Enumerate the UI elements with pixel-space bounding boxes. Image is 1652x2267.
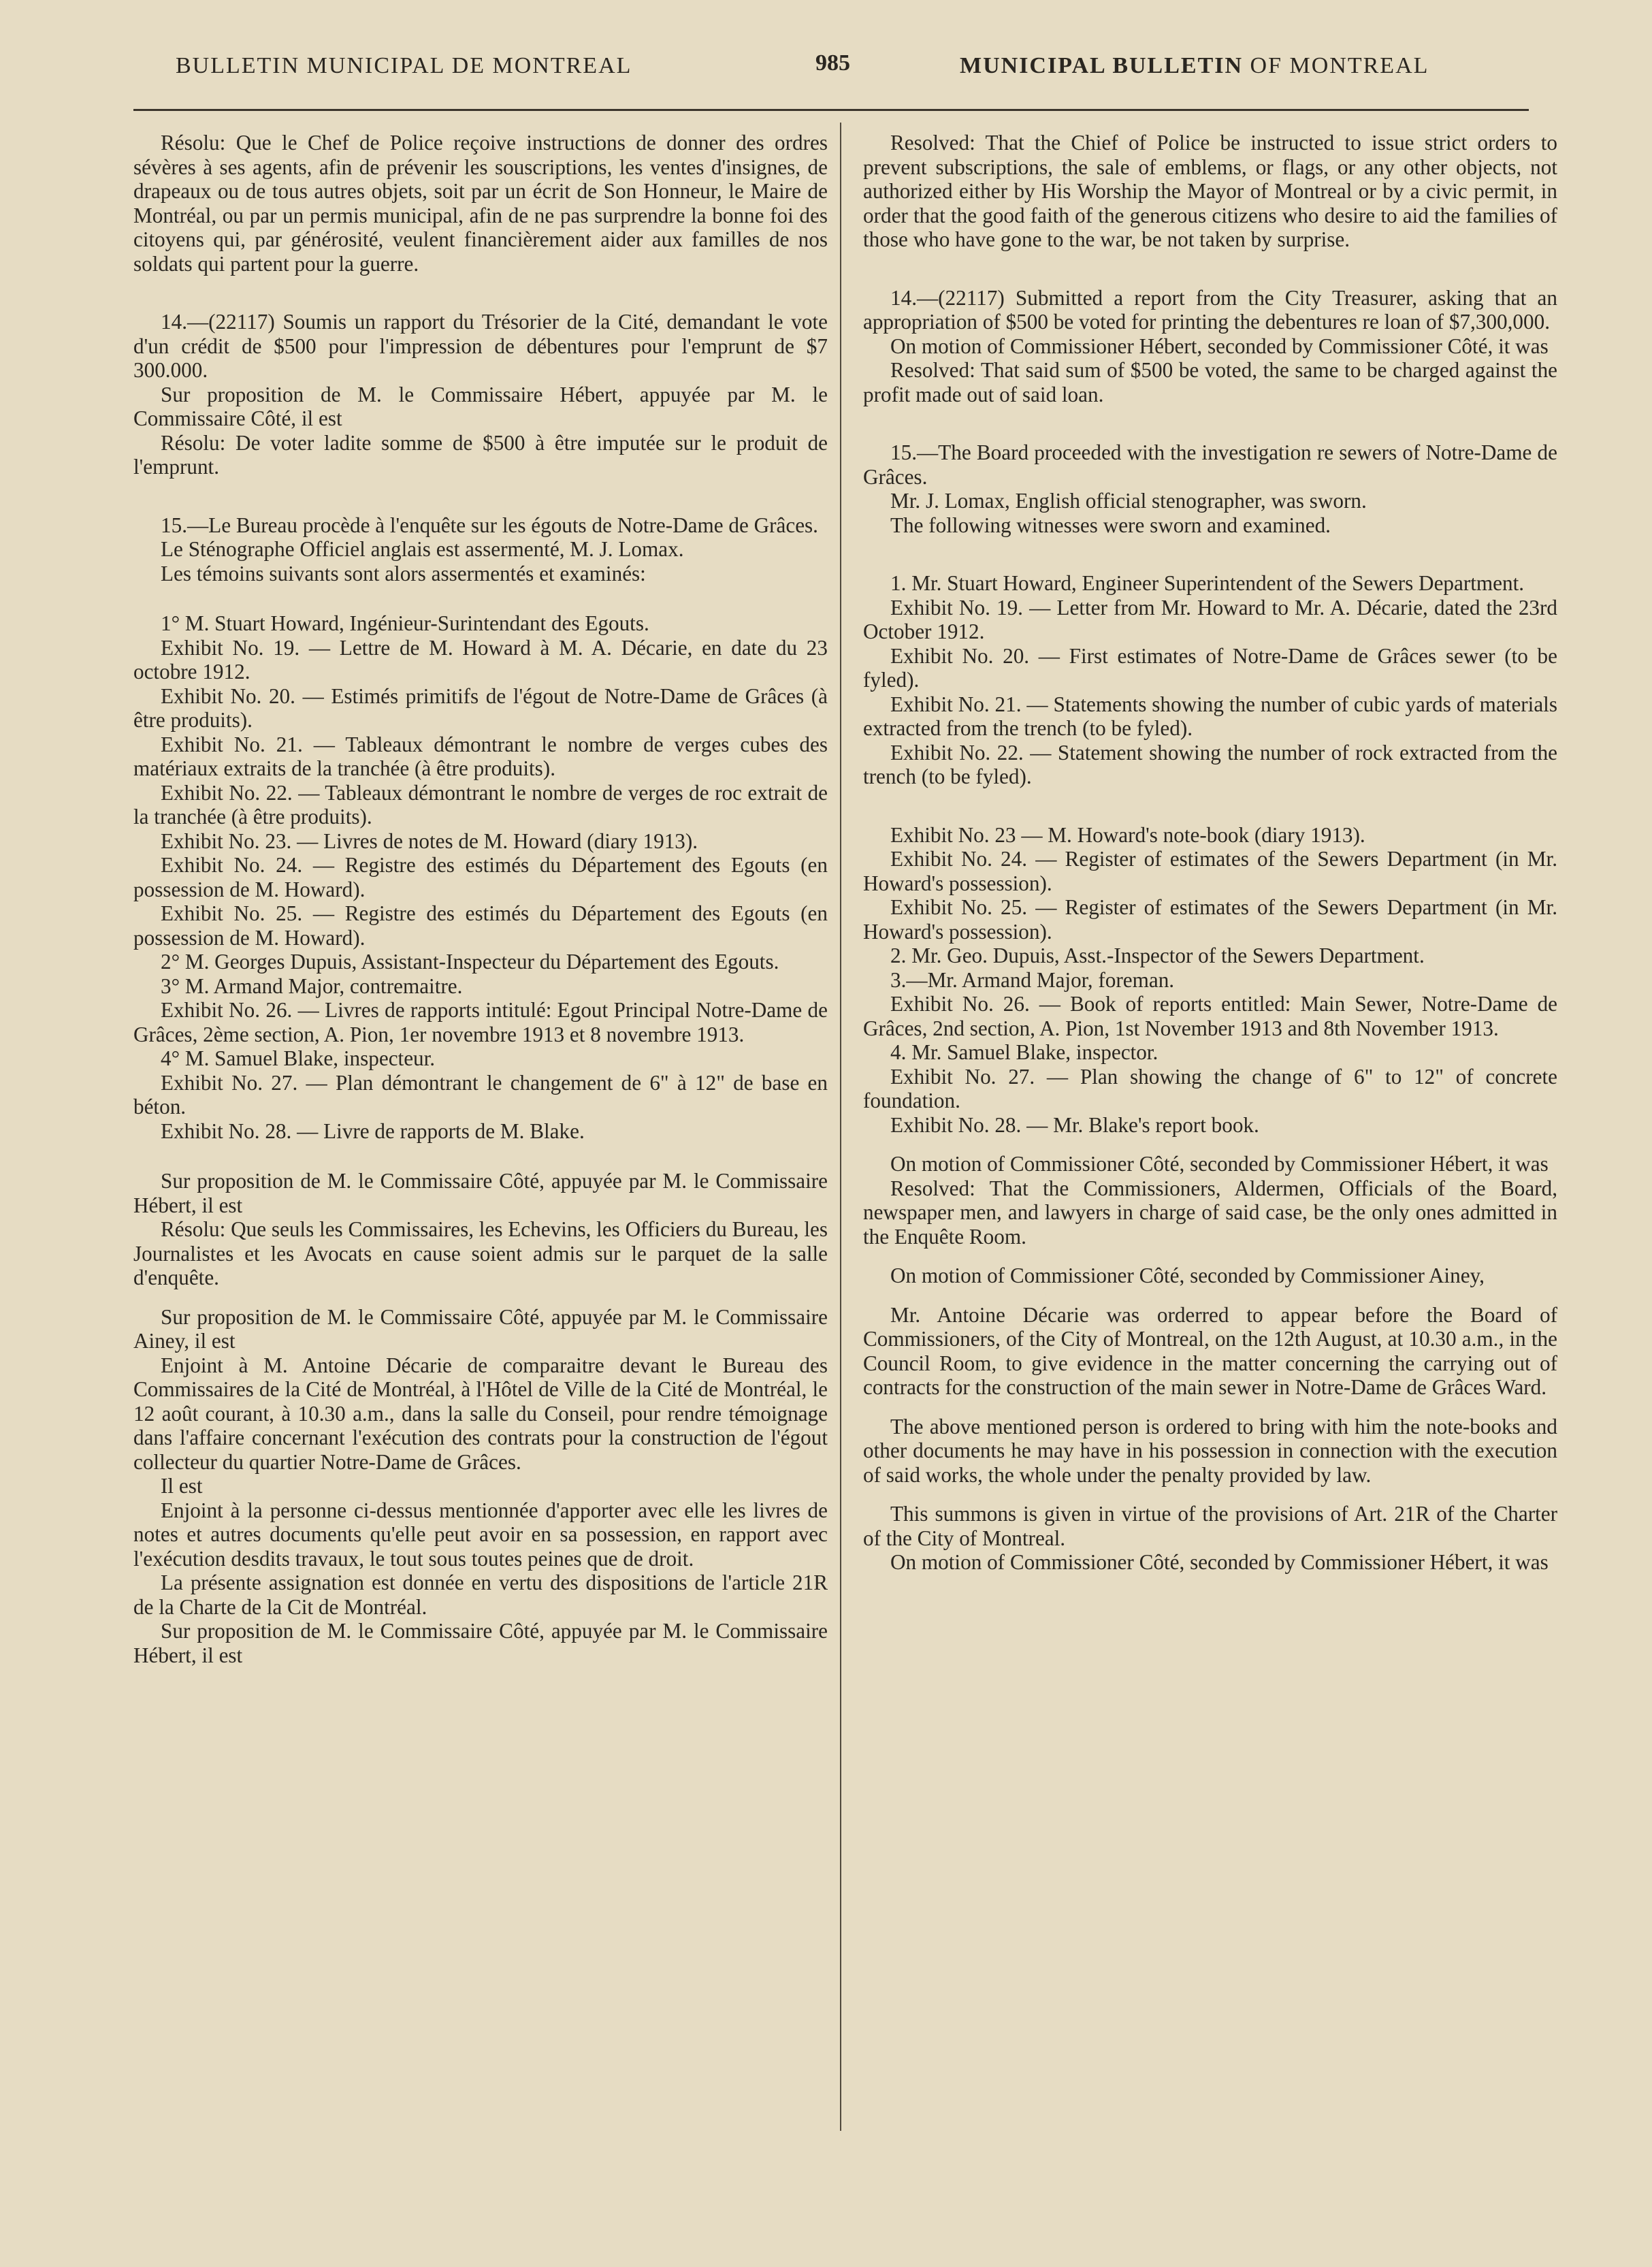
header-english-title-bold: MUNICIPAL BULLETIN	[960, 53, 1244, 78]
paragraph: Sur proposition de M. le Commissaire Côté, appuyée par M. le Commissaire Hébert, il est	[133, 1169, 828, 1217]
paragraph: The above mentioned person is ordered to bring with him the note-books and other documents he may have in his possession in connection with the execution of said works, the whole under the penalty provided by law.	[863, 1414, 1557, 1487]
english-column	[863, 131, 1557, 1575]
paragraph: This summons is given in virtue of the provisions of Art. 21R of the Charter of the City of Montreal.	[863, 1502, 1557, 1550]
paragraph: Exhibit No. 20. — First estimates of Notre-Dame de Grâces sewer (to be fyled).	[863, 643, 1557, 692]
paragraph: 15.—Le Bureau procède à l'enquête sur les égouts de Notre-Dame de Grâces.	[161, 513, 818, 537]
paragraph: Exhibit No. 28. — Livre de rapports de M. Blake.	[161, 1119, 585, 1143]
header-rule	[133, 109, 1529, 111]
paragraph: 1. Mr. Stuart Howard, Engineer Superintendent of the Sewers Department.	[890, 571, 1525, 595]
paragraph: 14.—(22117) Submitted a report from the City Treasurer, asking that an appropriation of $500 be voted for printing the debentures re loan of $7,300,000.	[863, 285, 1557, 334]
paragraph: 4. Mr. Samuel Blake, inspector.	[890, 1040, 1159, 1064]
paragraph: Mr. Antoine Décarie was orderred to appear before the Board of Commissioners, of the City of Montreal, on the 12th August, at 10.30 a.m., in the Council Room, to give evidence in the matter concerning the carrying out of contracts for the construction of the main sewer in Notre-Dame de Grâces Ward.	[863, 1302, 1557, 1399]
paragraph: Exhibit No. 24. — Register of estimates of the Sewers Department (in Mr. Howard's possession).	[863, 847, 1557, 895]
paragraph: Resolved: That the Chief of Police be instructed to issue strict orders to prevent subscriptions, the sale of emblems, or flags, or any other objects, not authorized either by His Worship the Mayor of Montreal or by a civic permit, in order that the good faith of the generous citizens who desire to aid the families of those who have gone to the war, be not taken by surprise.	[863, 131, 1557, 251]
paragraph: Exhibit No. 24. — Registre des estimés du Département des Egouts (en possession de M. Howard).	[133, 853, 828, 901]
paragraph: Sur proposition de M. le Commissaire Côté, appuyée par M. le Commissaire Hébert, il est	[133, 1619, 828, 1667]
paragraph: Exhibit No. 26. — Livres de rapports intitulé: Egout Principal Notre-Dame de Grâces, 2ème section, A. Pion, 1er novembre 1913 et 8 novembre 1913.	[133, 998, 828, 1046]
paragraph: Exhibit No. 28. — Mr. Blake's report book.	[890, 1112, 1259, 1137]
header-english-title-rest: OF MONTREAL	[1250, 53, 1429, 78]
french-column	[133, 131, 828, 1667]
paragraph: 4° M. Samuel Blake, inspecteur.	[161, 1046, 436, 1070]
paragraph: 2. Mr. Geo. Dupuis, Asst.-Inspector of the Sewers Department.	[890, 944, 1425, 967]
paragraph: Exhibit No. 25. — Register of estimates of the Sewers Department (in Mr. Howard's possession).	[863, 895, 1557, 944]
paragraph: On motion of Commissioner Côté, seconded by Commissioner Hébert, it was	[890, 1152, 1549, 1176]
header-french-title: BULLETIN MUNICIPAL DE MONTREAL	[176, 53, 632, 78]
paragraph: Exhibit No. 22. — Statement showing the number of rock extracted from the trench (to be fyled).	[863, 740, 1557, 788]
paragraph: La présente assignation est donnée en vertu des dispositions de l'article 21R de la Charte de la Cit de Montréal.	[133, 1571, 828, 1619]
page-number: 985	[815, 50, 850, 76]
paragraph: Résolu: Que le Chef de Police reçoive instructions de donner des ordres sévères à ses agents, afin de prévenir les souscriptions, les ventes d'insignes, de drapeaux ou de tous autres objets, soit par un écrit de Son Honneur, le Maire de Montréal, ou par un permis municipal, afin de ne pas surprendre la bonne foi des citoyens qui, par générosité, veulent financièrement aider aux familles de nos soldats qui partent pour la guerre.	[133, 131, 828, 276]
paragraph: Sur proposition de M. le Commissaire Côté, appuyée par M. le Commissaire Ainey, il est	[133, 1304, 828, 1353]
paragraph: Exhibit No. 21. — Tableaux démontrant le nombre de verges cubes des matériaux extraits de la tranchée (à être produits).	[133, 732, 828, 780]
paragraph: Exhibit No. 27. — Plan démontrant le changement de 6" à 12" de base en béton.	[133, 1070, 828, 1119]
paragraph: 2° M. Georges Dupuis, Assistant-Inspecteur du Département des Egouts.	[161, 950, 779, 974]
paragraph: Exhibit No. 26. — Book of reports entitled: Main Sewer, Notre-Dame de Grâces, 2nd section, A. Pion, 1st November 1913 and 8th November 1913.	[863, 992, 1557, 1040]
paragraph: The following witnesses were sworn and examined.	[890, 513, 1331, 537]
paragraph: Exhibit No. 21. — Statements showing the number of cubic yards of materials extracted from the trench (to be fyled).	[863, 692, 1557, 740]
paragraph: Résolu: De voter ladite somme de $500 à être imputée sur le produit de l'emprunt.	[133, 430, 828, 479]
column-divider	[840, 123, 841, 2131]
paragraph: Exhibit No. 25. — Registre des estimés du Département des Egouts (en possession de M. Howard).	[133, 901, 828, 950]
paragraph: Il est	[161, 1474, 203, 1498]
paragraph: Enjoint à la personne ci-dessus mentionnée d'apporter avec elle les livres de notes et autres documents qu'elle peut avoir en sa possession, en rapport avec l'exécution desdits travaux, le tout sous toutes peines que de droit.	[133, 1498, 828, 1571]
paragraph: 15.—The Board proceeded with the investigation re sewers of Notre-Dame de Grâces.	[863, 440, 1557, 489]
paragraph: Exhibit No. 27. — Plan showing the change of 6" to 12" of concrete foundation.	[863, 1064, 1557, 1112]
paragraph: 3.—Mr. Armand Major, foreman.	[890, 967, 1175, 992]
paragraph: Resolved: That said sum of $500 be voted, the same to be charged against the profit made out of said loan.	[863, 358, 1557, 406]
paragraph: Sur proposition de M. le Commissaire Hébert, appuyée par M. le Commissaire Côté, il est	[133, 382, 828, 430]
paragraph: On motion of Commissioner Côté, seconded by Commissioner Hébert, it was	[890, 1550, 1549, 1574]
paragraph: Le Sténographe Officiel anglais est assermenté, M. J. Lomax.	[161, 537, 684, 561]
paragraph: Exhibit No. 19. — Letter from Mr. Howard to Mr. A. Décarie, dated the 23rd October 1912.	[863, 595, 1557, 643]
paragraph: Resolved: That the Commissioners, Aldermen, Officials of the Board, newspaper men, and lawyers in charge of said case, be the only ones admitted in the Enquête Room.	[863, 1176, 1557, 1249]
paragraph: Enjoint à M. Antoine Décarie de comparaitre devant le Bureau des Commissaires de la Cité de Montréal, à l'Hôtel de Ville de la Cité de Montréal, le 12 août courant, à 10.30 a.m., dans la salle du Conseil, pour rendre témoignage dans l'affaire concernant l'exécution des contrats pour la construction de l'égout collecteur du quartier Notre-Dame de Grâces.	[133, 1353, 828, 1474]
paragraph: Exhibit No. 20. — Estimés primitifs de l'égout de Notre-Dame de Grâces (à être produits).	[133, 684, 828, 732]
paragraph: Exhibit No. 23. — Livres de notes de M. Howard (diary 1913).	[161, 829, 698, 853]
header-english-title	[960, 53, 1429, 79]
paragraph: Exhibit No. 19. — Lettre de M. Howard à M. A. Décarie, en date du 23 octobre 1912.	[133, 635, 828, 684]
paragraph: On motion of Commissioner Hébert, seconded by Commissioner Côté, it was	[890, 334, 1549, 358]
page-header	[0, 50, 1652, 94]
paragraph: Exhibit No. 22. — Tableaux démontrant le nombre de verges de roc extrait de la tranchée (à être produits).	[133, 780, 828, 829]
paragraph: Exhibit No. 23 — M. Howard's note-book (diary 1913).	[890, 822, 1365, 847]
paragraph: Résolu: Que seuls les Commissaires, les Echevins, les Officiers du Bureau, les Journalistes et les Avocats en cause soient admis sur le parquet de la salle d'enquête.	[133, 1217, 828, 1289]
paragraph: 14.—(22117) Soumis un rapport du Trésorier de la Cité, demandant le vote d'un crédit de $500 pour l'impression de débentures pour l'emprunt de $7 300.000.	[133, 310, 828, 382]
paragraph: 1° M. Stuart Howard, Ingénieur-Surintendant des Egouts.	[161, 611, 649, 635]
paragraph: Les témoins suivants sont alors assermentés et examinés:	[161, 561, 646, 585]
paragraph: Mr. J. Lomax, English official stenographer, was sworn.	[890, 489, 1367, 513]
paragraph: On motion of Commissioner Côté, seconded by Commissioner Ainey,	[890, 1264, 1485, 1287]
paragraph: 3° M. Armand Major, contremaitre.	[161, 974, 463, 998]
